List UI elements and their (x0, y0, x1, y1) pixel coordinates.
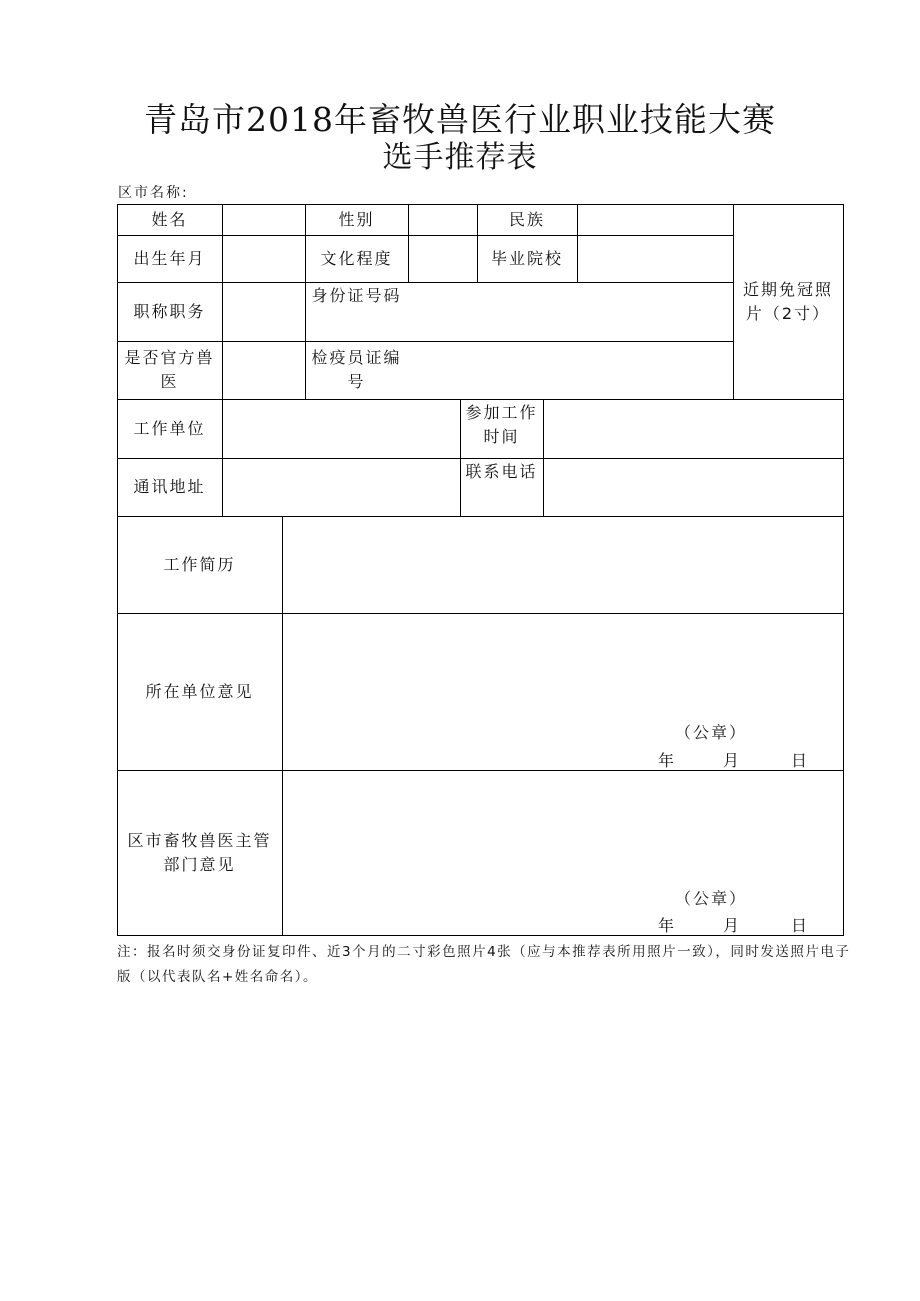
unit-opinion-label: 所在单位意见 (145, 681, 254, 701)
form-subtitle: 选手推荐表 (382, 140, 538, 175)
dept-date-month: 月 (723, 916, 742, 935)
official-vet-field[interactable] (223, 342, 305, 399)
school-field[interactable] (578, 236, 733, 282)
phone-field[interactable] (544, 459, 843, 516)
recommendation-form-table (117, 204, 844, 936)
resume-label: 工作简历 (163, 554, 236, 574)
form-title: 青岛市2018年畜牧兽医行业职业技能大赛 (144, 100, 776, 139)
unit-date-month: 月 (723, 751, 742, 770)
title-position-label: 职称职务 (133, 301, 206, 321)
address-label: 通讯地址 (133, 477, 206, 496)
id-number-field[interactable] (409, 283, 733, 341)
unit-date-year: 年 (658, 751, 677, 770)
photo-placeholder[interactable]: 近期免冠照片（2寸） (742, 279, 833, 323)
school-label: 毕业院校 (490, 248, 563, 268)
dept-opinion-label: 区市畜牧兽医主管部门意见 (127, 830, 272, 874)
work-unit-label: 工作单位 (133, 418, 206, 438)
id-number-label: 身份证号码 (311, 286, 402, 305)
birth-label: 出生年月 (133, 248, 206, 268)
ethnicity-label: 民族 (508, 209, 545, 229)
official-vet-label: 是否官方兽医 (124, 348, 215, 391)
gender-field[interactable] (409, 205, 477, 235)
work-unit-field[interactable] (223, 400, 460, 458)
phone-label: 联系电话 (465, 462, 538, 481)
footnote: 注：报名时须交身份证复印件、近3个月的二寸彩色照片4张（应与本推荐表所用照片一致），同时发送照片电子版（以代表队名+姓名命名）。 (117, 944, 851, 985)
district-label: 区市名称: (118, 185, 189, 201)
education-label: 文化程度 (320, 248, 393, 268)
dept-date-day: 日 (791, 916, 810, 935)
title-position-field[interactable] (223, 283, 305, 341)
education-field[interactable] (409, 236, 477, 282)
dept-opinion-field[interactable] (283, 771, 843, 935)
unit-seal-label: （公章） (675, 723, 748, 742)
address-field[interactable] (223, 459, 460, 516)
unit-opinion-field[interactable] (283, 614, 843, 770)
work-start-field[interactable] (544, 400, 843, 458)
gender-label: 性别 (338, 209, 375, 229)
resume-field[interactable] (283, 517, 843, 613)
ethnicity-field[interactable] (578, 205, 733, 235)
name-label: 姓名 (151, 209, 188, 229)
name-field[interactable] (223, 205, 305, 235)
birth-field[interactable] (223, 236, 305, 282)
dept-date-year: 年 (658, 916, 677, 935)
inspector-no-label: 检疫员证编号 (311, 348, 402, 391)
inspector-no-field[interactable] (409, 342, 733, 399)
work-start-label: 参加工作时间 (465, 403, 538, 446)
unit-date-day: 日 (791, 751, 810, 770)
dept-seal-label: （公章） (675, 889, 748, 908)
